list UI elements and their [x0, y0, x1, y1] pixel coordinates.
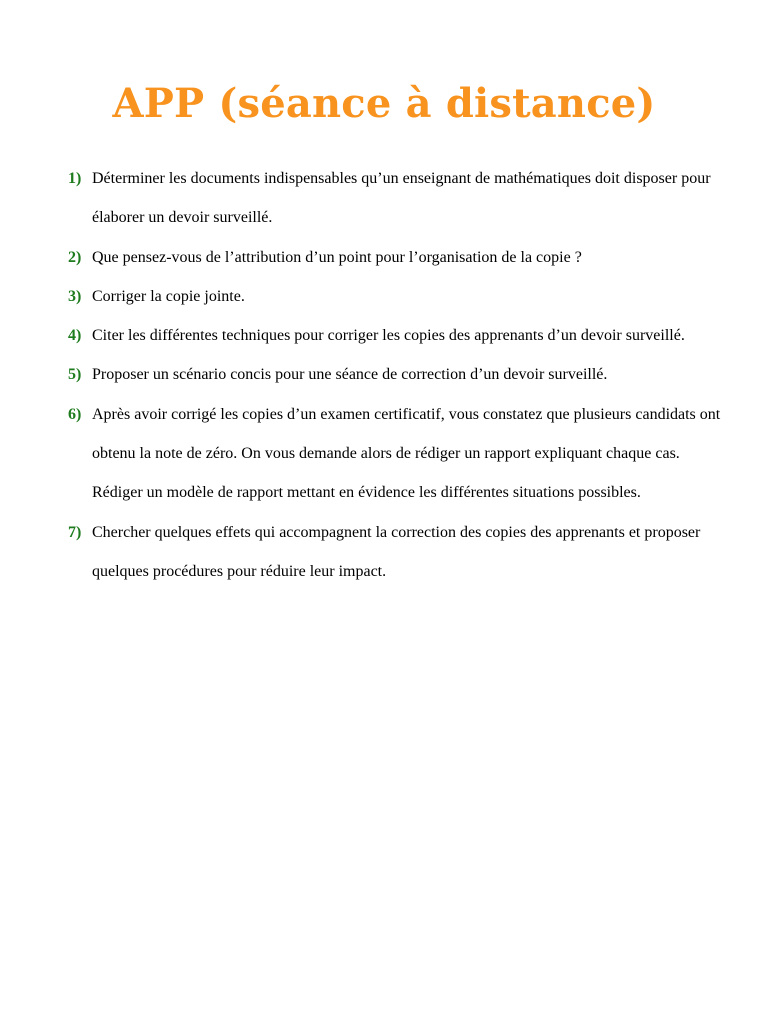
question-number: 2)	[68, 248, 82, 266]
question-list	[68, 159, 728, 591]
question-text: Proposer un scénario concis pour une séance de correction d’un devoir surveillé.	[92, 366, 608, 384]
question-item-4	[68, 316, 728, 355]
question-item-2	[68, 238, 728, 277]
question-number: 5)	[68, 366, 82, 384]
question-item-7	[68, 513, 728, 592]
question-extra-text: Rédiger un modèle de rapport mettant en évidence les différentes situations possibles.	[92, 484, 641, 502]
question-number: 6)	[68, 405, 82, 423]
question-item-3	[68, 277, 728, 316]
question-text: Chercher quelques effets qui accompagnent la correction des copies des apprenants et proposer quelques procédures pour réduire leur impact.	[92, 523, 701, 580]
question-number: 1)	[68, 170, 82, 187]
question-number: 7)	[68, 523, 82, 541]
question-text: Que pensez-vous de l’attribution d’un point pour l’organisation de la copie ?	[92, 248, 582, 266]
page-title: APP (séance à distance)	[112, 80, 656, 127]
question-number: 4)	[68, 327, 82, 345]
question-item-1	[68, 159, 728, 238]
question-text: Corriger la copie jointe.	[92, 287, 245, 305]
question-text: Après avoir corrigé les copies d’un examen certificatif, vous constatez que plusieurs candidats ont obtenu la note de zéro. On vous demande alors de rédiger un rapport expliquant chaque cas.	[92, 405, 721, 463]
question-number: 3)	[68, 287, 82, 305]
question-item-5	[68, 355, 728, 394]
question-item-6	[68, 395, 728, 513]
question-text: Déterminer les documents indispensables qu’un enseignant de mathématiques doit disposer pour élaborer un devoir surveillé.	[92, 170, 711, 227]
question-text: Citer les différentes techniques pour corriger les copies des apprenants d’un devoir surveillé.	[92, 327, 685, 345]
